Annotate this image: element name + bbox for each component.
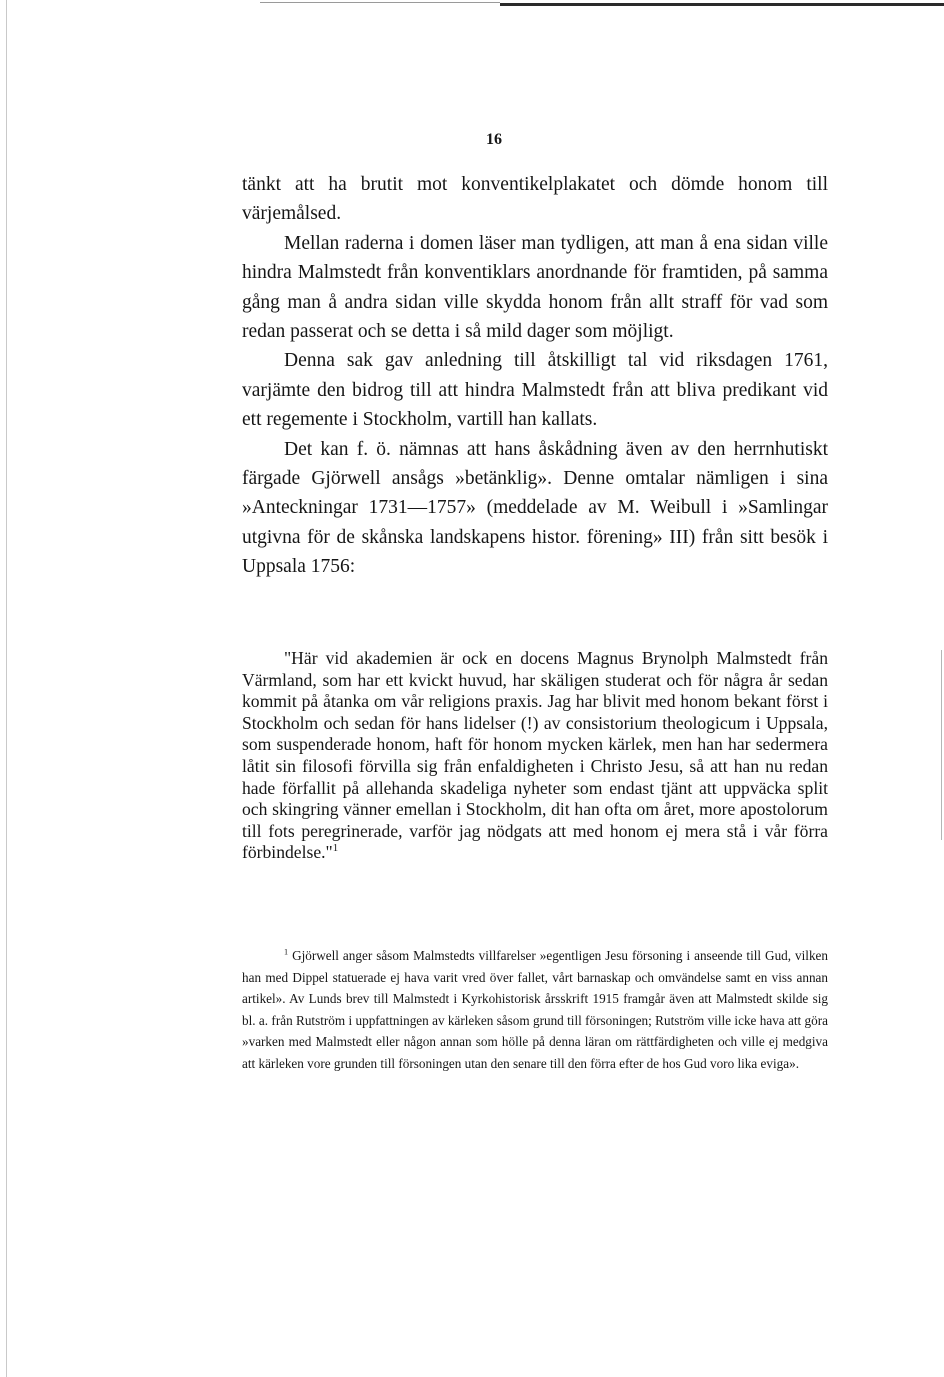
paragraph-2: Mellan raderna i domen läser man tydligen, att man å ena sidan ville hindra Malmstedt från konventiklars anordnande för framtiden, på samma gång man å andra sidan ville skydda honom från allt straff för vad som redan passerat och se detta i så mild dager som möjligt. [242, 232, 828, 343]
footnote-paragraph [242, 945, 828, 1075]
footnote-marker: 1 [284, 947, 289, 957]
footnote-reference: 1 [332, 842, 339, 855]
scan-edge-left [6, 0, 7, 1377]
quote-text: "Här vid akademien är ock en docens Magnus Brynolph Malmstedt från Värmland, som har ett kvickt huvud, har skäligen studerat och för några år sedan kommit på åtanka om vår religions praxis. Jag har blivit med honom bekant först i Stockholm och sedan för hans lidelser (!) av consistorium theologicum i Uppsala, som suspenderade honom, haft för honom mycken kärlek, men han har sedermera låtit sin filosofi förvilla sig från enfaldigheten i Christo Jesu, så att han nu redan hade förfallit på allehanda skadeliga nyheter som endast tjänt att uppväcka split och skingring vänner emellan i Stockholm, dit han ofta om året, more apostolorum till fots peregrinerade, varför jag nödgats att med honom ej mera stå i vår förra förbindelse." [242, 648, 828, 863]
quote-paragraph [242, 648, 828, 864]
block-quote [242, 648, 828, 864]
footnote-text: Gjörwell anger såsom Malmstedts villfarelser »egentligen Jesu försoning i anseende till Gud, vilken han med Dippel statuerade ej hava varit vred över fallet, vårt barnaskap och omvändelse samt en viss annan artikel». Av Lunds brev till Malmstedt i Kyrkohistorisk årsskrift 1915 framgår även att Malmstedt skilde sig bl. a. från Rutström i uppfattningen av kärleken såsom grund till försoningen; Rutström ville icke hava att göra »varken med Malmstedt eller någon annan som hölle på denna läran om rättfärdigheten och ville ej medgiva att kärleken vore grunden till försoningen utan den senare till den förra efter de hos Gud voro lika eviga». [242, 948, 829, 1071]
scan-edge-top [500, 3, 944, 6]
page-number: 16 [486, 131, 502, 148]
paragraph-4: Det kan f. ö. nämnas att hans åskådning även av den herrnhutiskt färgade Gjörwell ansågs »betänklig». Denne omtalar nämligen i sina »Anteckningar 1731—1757» (meddelade av M. Weibull i »Samlingar utgivna för de skånska landskapens histor. förening» III) från sitt besök i Uppsala 1756: [242, 438, 828, 578]
paragraph-3: Denna sak gav anledning till åtskilligt tal vid riksdagen 1761, varjämte den bidrog till att hindra Malmstedt från att bliva predikant vid ett regemente i Stockholm, vartill han kallats. [242, 350, 828, 431]
footnote [242, 945, 828, 1075]
main-text [242, 170, 828, 582]
scan-edge-top-thin [260, 2, 500, 3]
scan-edge-right [941, 650, 942, 840]
paragraph-1: tänkt att ha brutit mot konventikelplakatet och dömde honom till värjemålsed. [242, 174, 828, 225]
